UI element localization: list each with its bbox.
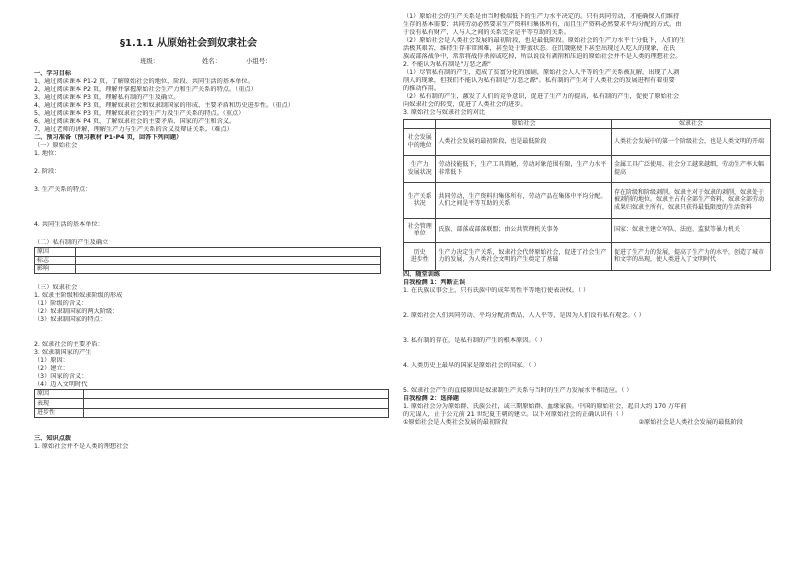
mc-option: ②原始社会是人类社会发展的最低阶段: [638, 418, 743, 426]
body-line: 活极其艰苦，维持生存非常困难，甚至处于野蛮状态。在饥饿驱使下甚至出现过人吃人的现象，在氏: [403, 45, 676, 52]
question-status: 1. 地位：: [34, 150, 61, 157]
slavery-subtitle: 1. 奴隶主阶级和奴隶阶级的形成: [34, 291, 123, 299]
table-cell-blank: [84, 389, 389, 399]
goal-item: 5、通过阅读课本 P3 页，理解奴隶社会的生产力及生产关系的特点。（重点）: [34, 110, 245, 117]
row-label: [404, 155, 436, 182]
class-label: 班级：: [140, 57, 160, 65]
table-row: [35, 399, 389, 409]
body-line: 2. 不能认为私有制是"万恶之源": [403, 61, 491, 68]
judge-item: 2. 原始社会人们共同劳动、平均分配消费品，人人平等，是因为人们没有私有观念。（ ）: [403, 311, 645, 319]
page-title: §1.1.1 从原始社会到奴隶社会: [120, 38, 257, 49]
row-label: [404, 242, 436, 270]
part-primitive-title: （一）原始社会: [34, 142, 78, 149]
goal-item: 6、通过阅读课本 P4 页，了解奴隶社会的主要矛盾、国家的产生和含义。: [34, 118, 236, 125]
left-column: [34, 40, 390, 451]
judge-item: 5. 奴隶社会产生的直接原因是奴隶制生产关系与当时的生产力发展水平相适应。（ ）: [403, 386, 633, 394]
body-line: （1）尽管私有制的产生，造成了贫富分化的加剧，原始社会人人平等的生产关系被瓦解，出现了人剥: [403, 69, 680, 76]
table-cell-blank: [76, 265, 381, 274]
row-label-line: 进步性: [410, 256, 429, 263]
table-corner-cell: [404, 120, 436, 129]
comparison-table: [403, 119, 771, 271]
table-cell: 生产力决定生产关系，奴隶社会代替原始社会，促进了社会生产力的发展，为人类社会文明的产生奠定了基础: [436, 242, 612, 270]
table-row: [35, 389, 389, 399]
practice-sub-title: 自我检测 2：选择题: [403, 394, 459, 402]
judge-item: 3. 私有制的存在，是私有制的产生的根本原因。（ ）: [403, 336, 546, 344]
group-label: 小组号：: [246, 57, 272, 65]
slavery-contradiction: 2. 奴隶社会的主要矛盾：: [34, 340, 104, 348]
row-label: [404, 218, 436, 242]
tip-item: 1. 原始社会并不是人类的理想社会: [34, 443, 129, 450]
table-row: [404, 218, 771, 242]
body-line: 削人的现象，但我们不能认为私有制是"万恶之源"。私有制的产生对于人类社会的发展进程有着重要: [403, 77, 675, 84]
table-cell: 人类社会发展中的第一个阶级社会，也是人类文明的开端: [611, 128, 770, 155]
table-cell-blank: [76, 256, 381, 265]
table-header-row: [404, 120, 771, 129]
table-row: [35, 265, 381, 274]
practice-sub-title: 自我检测 1：判断正误: [403, 278, 466, 286]
judge-item: 1. 在氏族议事会上，只有氏族中的成年男性平等地行使表决权。（ ）: [403, 286, 590, 294]
body-line: 生存的基本需要；共同劳动必然要求生产资料归集体所有，而且生产资料必然要求平均分配的方式。由: [403, 21, 682, 28]
body-line: （2）原始社会是人类社会发展的最初阶段，也是最低阶段。原始社会的生产力水平十分低下，人们的生: [403, 37, 686, 44]
section-goals-title: 一、学习目标: [34, 70, 72, 77]
row-label-line: 状况: [413, 200, 426, 207]
row-label-line: 社会发展: [407, 134, 432, 141]
row-label: [404, 128, 436, 155]
row-label: [404, 182, 436, 218]
row-label-line: 社会管理: [407, 222, 432, 230]
slavery-state-title: 3. 奴隶制国家的产生: [34, 348, 92, 356]
table-cell-blank: [84, 399, 389, 409]
table-cell-label: 影响: [35, 265, 76, 274]
body-line: 的推动作用。: [403, 85, 441, 92]
table-row: [404, 182, 771, 218]
table-cell-label: 标志: [35, 256, 76, 265]
table-cell-label: 原因: [35, 389, 84, 399]
slavery-item: （2）奴隶制国家的两大阶级：: [34, 307, 119, 315]
section-practice-title: 四、随堂训练: [403, 270, 441, 278]
goal-item: 4、通过阅读课本 P3 页，理解奴隶社会和奴隶制国家的形成、主要矛盾和历史进步性。（重点）: [34, 102, 294, 109]
body-line: 3. 原始社会与奴隶社会的对比: [403, 109, 486, 116]
question-relations: 3. 生产关系的特点：: [34, 186, 92, 193]
table-row: [35, 408, 389, 418]
table-cell-blank: [84, 408, 389, 418]
mc-options: [403, 419, 743, 427]
slavery-item: （3）奴隶制国家的特点：: [34, 315, 106, 323]
table-row: [404, 155, 771, 182]
table-header-slave: 奴隶社会: [611, 120, 770, 129]
state-item: （3）国家的含义：: [34, 372, 88, 380]
body-line: （1）原始社会的生产关系是由当时极端低下的生产力水平决定的。只有共同劳动，才能确保人们维持: [403, 13, 680, 20]
name-label: 姓名：: [202, 57, 222, 65]
question-stages: 2. 阶段：: [34, 168, 61, 175]
mc-question-line: 的元谋人，止于公元前 21 世纪夏王朝的建立。以下对原始社会的正确认识有（ ）: [403, 410, 628, 418]
judge-item: 4. 人类历史上最早的国家是原始社会的国家。（ ）: [403, 361, 540, 369]
row-label-line: 生产关系: [407, 192, 432, 200]
body-line: 于没有私有财产，人与人之间的关系完全是平等互助的关系。: [403, 29, 571, 36]
table-row: [35, 256, 381, 265]
table-cell: 共同劳动，生产资料归集体所有，劳动产品在集体中平均分配。人们之间是平等互助的关系: [436, 182, 612, 218]
state-item: （1）原因：: [34, 356, 69, 364]
table-row: [404, 128, 771, 155]
table-row: [35, 248, 381, 257]
goal-item: 1、通过阅读课本 P1-2 页，了解原始社会的地位、阶段、共同生活的基本单位。: [34, 78, 254, 85]
table-header-primitive: 原始社会: [436, 120, 612, 129]
section-preview-title: 二、预习准备（预习教材 P1-P4 页，回答下列问题）: [34, 134, 183, 141]
table-cell: 人类社会发展的最初阶段，也是最低阶段: [436, 128, 612, 155]
mc-question-line: 1. 原始社会分为原始群、氏族公社，或三期原始群、血缘家族。中国的原始社会，起自大约 170 万年前: [403, 402, 687, 410]
table-cell-label: 进步性: [35, 408, 84, 418]
body-line: （2）私有制的产生，激发了人们的竞争意识，促进了生产力的提高，私有制的产生，促使了原始社会: [403, 93, 680, 100]
table-cell: 金属工具广泛使用，社会分工越来越细，劳动生产率大幅提高: [611, 155, 770, 182]
row-label-line: 发展状况: [407, 168, 432, 176]
civilization-table: [34, 389, 389, 419]
slavery-item: （1）阶级的含义：: [34, 299, 88, 307]
table-cell: 国家：奴隶主建立军队、法庭、监狱等暴力机关: [611, 218, 770, 242]
table-cell-blank: [76, 248, 381, 257]
table-row: [404, 242, 771, 270]
right-column: [403, 13, 771, 427]
row-label-line: 历史: [413, 248, 426, 256]
state-item: （2）建立：: [34, 364, 69, 372]
table-cell-label: 原因: [35, 248, 76, 257]
goal-item: 3、通过阅读课本 P3 页，理解私有制的产生及确立。: [34, 94, 180, 101]
part-private-title: （二）私有制的产生及确立: [34, 239, 109, 246]
table-cell: 促进了生产力的发展，提高了生产力的水平，创造了城市和文字的出现，使人类进入了文明时代: [611, 242, 770, 270]
table-cell: 氏族、部落或部落联盟；由公共管理机关事务: [436, 218, 612, 242]
question-unit: 4. 共同生活的基本单位：: [34, 221, 104, 228]
table-cell: 存在阶级和阶级剥削，奴隶主对于奴隶的剥削，奴隶处于被剥削的地位。奴隶主占有全部生产资料，奴隶全部劳动成果归奴隶主所有，奴隶只获得最低限度的生活资料: [611, 182, 770, 218]
row-label-line: 单位: [413, 230, 426, 237]
goal-item: 7、通过老师的讲解，理解生产力与生产关系的含义及辩证关系。（难点）: [34, 126, 233, 133]
goal-item: 2、通过阅读课本 P2 页，理解并掌握原始社会生产力和生产关系的特点。（重点）: [34, 86, 257, 93]
section-tips-title: 三、知识点拨: [34, 435, 72, 442]
body-line: 向奴隶社会的转变，促进了人类社会的进步。: [403, 101, 527, 108]
private-ownership-table: [34, 247, 381, 274]
mc-option: ①原始社会是人类社会发展的最初阶段: [403, 418, 508, 426]
table-cell-label: 表现: [35, 399, 84, 409]
row-label-line: 生产力: [410, 161, 429, 168]
body-line: 族或部落战争中，常常将战俘杀掉或吃掉，所以说没有剥削和压迫的原始社会并不是人类的理想社会。: [403, 53, 682, 60]
state-item: （4）迈入文明时代: [34, 380, 88, 388]
part-slavery-title: （三）奴隶社会: [34, 283, 78, 291]
table-cell: 劳动技能低下，生产工具简陋，劳动对象范围有限，生产力水平非常低下: [436, 155, 612, 182]
row-label-line: 中的地位: [407, 141, 432, 149]
